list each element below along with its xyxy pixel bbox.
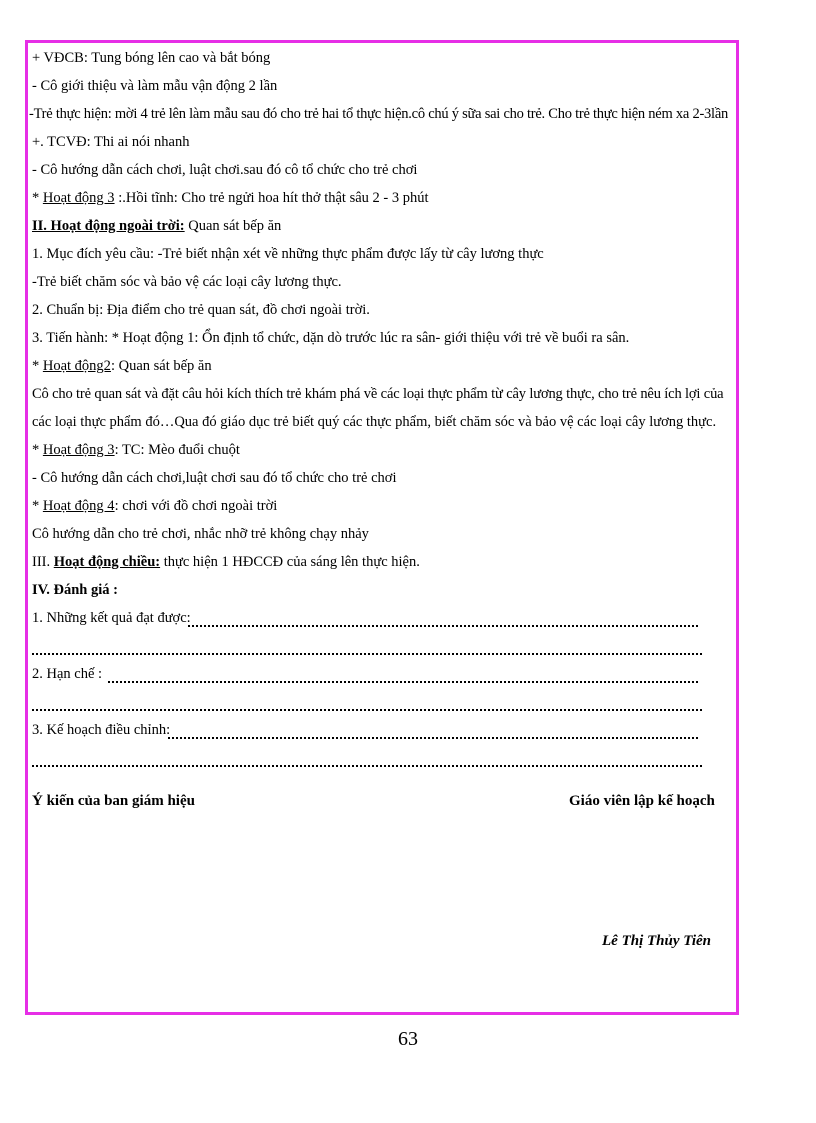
text-line: -Trẻ thực hiện: mời 4 trẻ lên làm mẫu sau đó cho trẻ hai tổ thực hiện.cô chú ý sữa sai cho trẻ. Cho trẻ thực hiện ném xa 2-3lần: [29, 106, 728, 122]
bullet: *: [32, 498, 43, 514]
text-line: + VĐCB: Tung bóng lên cao và bắt bóng: [32, 50, 271, 66]
text-line: [32, 189, 429, 207]
bullet: *: [32, 442, 43, 458]
section-title: Hoạt động chiều:: [53, 554, 161, 570]
bullet: *: [32, 190, 43, 206]
text-line: [32, 357, 212, 375]
evaluation-heading: IV. Đánh giá :: [32, 582, 118, 598]
text-line: +. TCVĐ: Thi ai nói nhanh: [32, 134, 190, 150]
section-title: II. Hoạt động ngoài trời:: [32, 218, 185, 234]
activity-label: Hoạt động2: [42, 358, 111, 374]
activity-text: : chơi với đồ chơi ngoài trời: [114, 498, 278, 514]
text-line: 3. Tiến hành: * Hoạt động 1: Ổn định tổ chức, dặn dò trước lúc ra sân- giới thiệu với trẻ về buổi ra sân.: [32, 330, 630, 346]
dotted-fill-line: [32, 763, 702, 767]
evaluation-item: 1. Những kết quả đạt được:: [32, 610, 191, 626]
activity-label: Hoạt động 3: [42, 442, 115, 458]
text-line: -Trẻ biết chăm sóc và bảo vệ các loại cây lương thực.: [32, 274, 342, 290]
dotted-fill-line: [188, 623, 698, 627]
text-line: [32, 497, 277, 515]
principal-opinion-label: Ý kiến của ban giám hiệu: [32, 793, 195, 809]
text-line: 2. Chuẩn bị: Địa điểm cho trẻ quan sát, đồ chơi ngoài trời.: [32, 302, 370, 318]
text-line: Cô cho trẻ quan sát và đặt câu hỏi kích thích trẻ khám phá về các loại thực phẩm từ cây lương thực, cho trẻ nêu ích lợi của: [32, 386, 724, 402]
dotted-fill-line: [108, 679, 698, 683]
teacher-label: Giáo viên lập kế hoạch: [569, 793, 715, 809]
text-line: 1. Mục đích yêu cầu: -Trẻ biết nhận xét về những thực phẩm được lấy từ cây lương thực: [32, 246, 544, 262]
activity-text: :.Hồi tĩnh: Cho trẻ ngửi hoa hít thở thật sâu 2 - 3 phút: [114, 190, 429, 206]
section-heading: [32, 553, 420, 571]
section-text: thực hiện 1 HĐCCĐ của sáng lên thực hiện.: [160, 554, 420, 570]
dotted-fill-line: [32, 707, 702, 711]
document-frame: [25, 40, 739, 1015]
teacher-signature-name: Lê Thị Thủy Tiên: [602, 933, 712, 949]
text-line: các loại thực phẩm đó…Qua đó giáo dục trẻ biết quý các thực phẩm, biết chăm sóc và bảo vệ các loại cây lương thực.: [32, 414, 717, 430]
text-line: Cô hướng dẫn cho trẻ chơi, nhắc nhỡ trẻ không chạy nhảy: [32, 526, 369, 542]
text-line: - Cô giới thiệu và làm mẫu vận động 2 lần: [32, 78, 278, 94]
evaluation-item: 3. Kế hoạch điều chỉnh:: [32, 722, 171, 738]
page-number: 63: [398, 1028, 418, 1050]
evaluation-item: 2. Hạn chế :: [32, 666, 103, 682]
section-text: Quan sát bếp ăn: [184, 218, 282, 234]
bullet: *: [32, 358, 43, 374]
text-line: - Cô hướng dẫn cách chơi,luật chơi sau đó tổ chức cho trẻ chơi: [32, 470, 397, 486]
activity-text: : Quan sát bếp ăn: [110, 358, 212, 374]
activity-label: Hoạt động 3: [42, 190, 115, 206]
text-line: - Cô hướng dẫn cách chơi, luật chơi.sau đó cô tổ chức cho trẻ chơi: [32, 162, 418, 178]
activity-text: : TC: Mèo đuổi chuột: [114, 442, 240, 458]
section-heading: [32, 217, 281, 235]
activity-label: Hoạt động 4: [42, 498, 115, 514]
section-number: III.: [32, 554, 54, 570]
dotted-fill-line: [168, 735, 698, 739]
text-line: [32, 441, 240, 459]
dotted-fill-line: [32, 651, 702, 655]
